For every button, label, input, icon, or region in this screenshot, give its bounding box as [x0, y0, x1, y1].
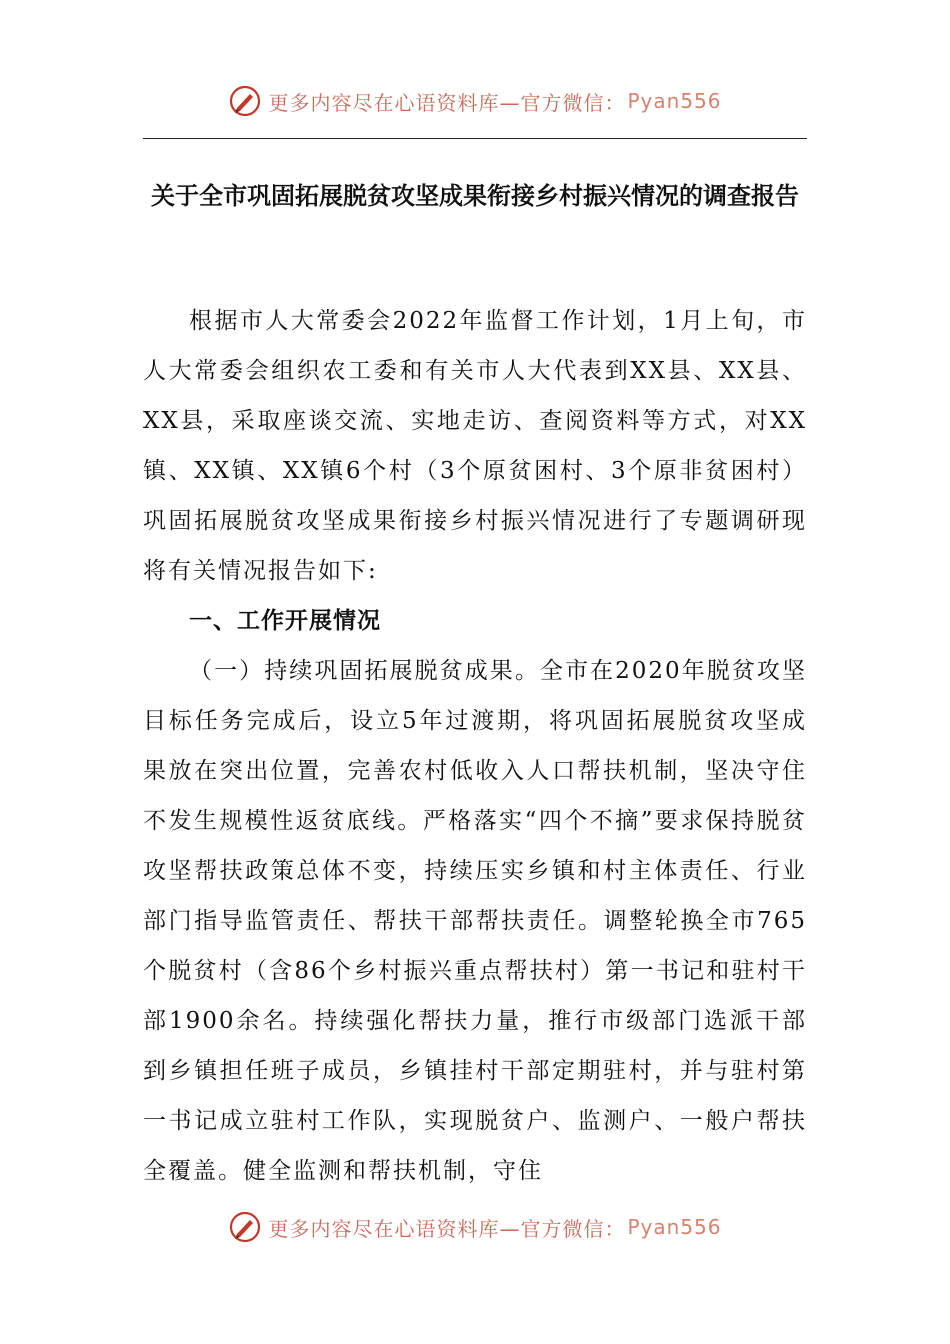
body-paragraph: （一）持续巩固拓展脱贫成果。全市在2020年脱贫攻坚目标任务完成后，设立5年过渡期，将巩固拓展脱贫攻坚成果放在突出位置，完善农村低收入人口帮扶机制，坚决守住不发生规模性返贫底线。严格落实“四个不摘”要求保持脱贫攻坚帮扶政策总体不变，持续压实乡镇和村主体责任、行业部门指导监管责任、帮扶干部帮扶责任。调整轮换全市765个脱贫村（含86个乡村振兴重点帮扶村）第一书记和驻村干部1900余名。持续强化帮扶力量，推行市级部门选派干部到乡镇担任班子成员，乡镇挂村干部定期驻村，并与驻村第一书记成立驻村工作队，实现脱贫户、监测户、一般户帮扶全覆盖。健全监测和帮扶机制，守住 [143, 658, 807, 1184]
watermark-text: 更多内容尽在心语资料库—官方微信： [268, 90, 626, 115]
document-body [143, 296, 807, 1196]
watermark-text: 更多内容尽在心语资料库—官方微信： [268, 1216, 626, 1241]
pen-circle-icon [228, 1210, 262, 1244]
section-heading: 一、工作开展情况 [189, 608, 381, 634]
document-title: 关于全市巩固拓展脱贫攻坚成果衔接乡村振兴情况的调查报告 [151, 182, 799, 210]
watermark-header [0, 84, 950, 118]
pen-circle-icon [228, 84, 262, 118]
watermark-footer [0, 1210, 950, 1244]
watermark-code: Pyan556 [627, 1215, 722, 1239]
header-divider [143, 138, 807, 139]
intro-paragraph: 根据市人大常委会2022年监督工作计划，1月上旬，市人大常委会组织农工委和有关市人大代表到XX县、XX县、XX县，采取座谈交流、实地走访、查阅资料等方式，对XX镇、XX镇、XX镇6个村（3个原贫困村、3个原非贫困村）巩固拓展脱贫攻坚成果衔接乡村振兴情况进行了专题调研现将有关情况报告如下: [143, 308, 807, 584]
watermark-code: Pyan556 [627, 89, 722, 113]
